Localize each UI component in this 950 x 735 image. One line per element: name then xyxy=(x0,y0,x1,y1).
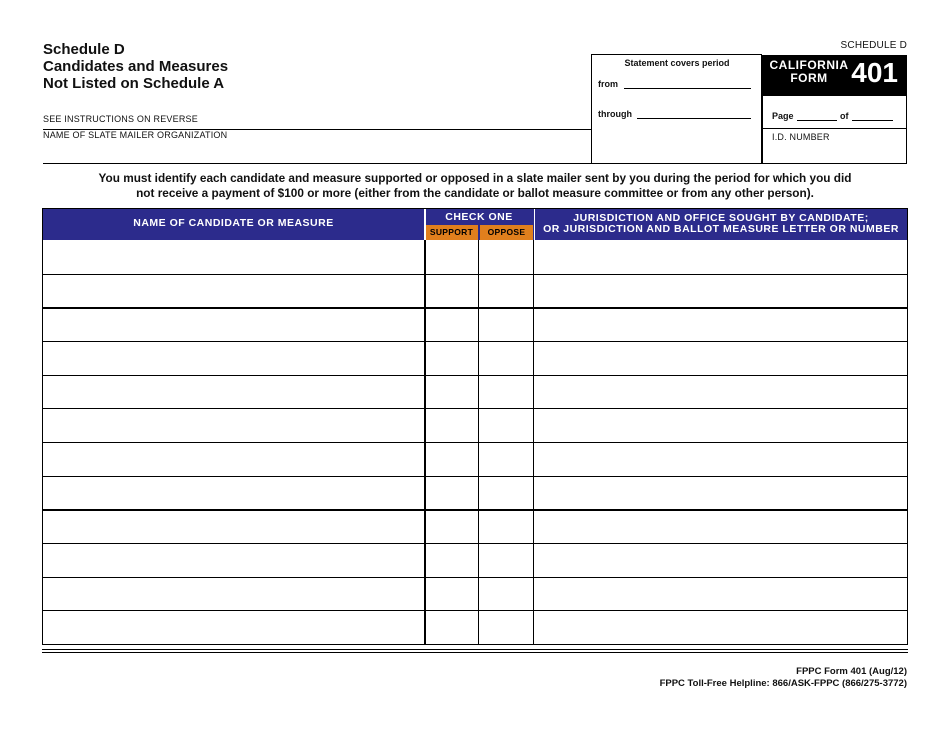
badge-line-1: CALIFORNIA xyxy=(769,58,849,72)
support-cell[interactable] xyxy=(426,511,478,543)
header-separator xyxy=(534,209,535,240)
support-cell[interactable] xyxy=(426,275,478,308)
oppose-cell[interactable] xyxy=(479,309,533,341)
table-row xyxy=(43,509,907,543)
oppose-cell[interactable] xyxy=(479,477,533,510)
period-from-row xyxy=(598,79,618,89)
support-cell[interactable] xyxy=(426,578,478,611)
badge-line-2: FORM xyxy=(790,71,828,85)
support-cell[interactable] xyxy=(426,409,478,442)
header-separator xyxy=(424,209,426,240)
footer-rule-2 xyxy=(42,652,908,653)
support-cell[interactable] xyxy=(426,376,478,409)
helpline: FPPC Toll-Free Helpline: 866/ASK-FPPC (866/275-3772) xyxy=(659,678,907,689)
form-title-line-1: Schedule D xyxy=(43,41,125,58)
jurisdiction-cell[interactable] xyxy=(534,275,907,308)
table-row xyxy=(43,610,907,644)
badge-text xyxy=(766,59,852,85)
schedule-label: SCHEDULE D xyxy=(840,40,907,51)
jurisdiction-cell[interactable] xyxy=(534,477,907,510)
name-cell[interactable] xyxy=(43,477,424,510)
jurisdiction-cell[interactable] xyxy=(534,342,907,375)
statement-period-title: Statement covers period xyxy=(624,58,730,68)
page-number-field[interactable] xyxy=(797,120,837,121)
form-title-line-3: Not Listed on Schedule A xyxy=(43,75,225,92)
name-cell[interactable] xyxy=(43,611,424,644)
oppose-cell[interactable] xyxy=(479,443,533,476)
table-row xyxy=(43,408,907,442)
jurisdiction-cell[interactable] xyxy=(534,240,907,274)
name-cell[interactable] xyxy=(43,376,424,409)
col-header-support: SUPPORT xyxy=(425,225,478,240)
jurisdiction-cell[interactable] xyxy=(534,409,907,442)
col-header-jurisdiction-line-1: JURISDICTION AND OFFICE SOUGHT BY CANDIDATE; xyxy=(573,212,869,224)
id-number-field[interactable] xyxy=(763,143,906,162)
name-cell[interactable] xyxy=(43,511,424,543)
oppose-cell[interactable] xyxy=(479,511,533,543)
support-cell[interactable] xyxy=(426,477,478,510)
of-label: of xyxy=(840,111,849,121)
name-cell[interactable] xyxy=(43,443,424,476)
form-title-line-2: Candidates and Measures xyxy=(43,58,229,75)
org-name-label: NAME OF SLATE MAILER ORGANIZATION xyxy=(43,130,228,140)
oppose-cell[interactable] xyxy=(479,240,533,274)
table-row xyxy=(43,543,907,577)
period-through-field[interactable] xyxy=(637,118,751,119)
jurisdiction-cell[interactable] xyxy=(534,511,907,543)
table-row xyxy=(43,341,907,375)
oppose-cell[interactable] xyxy=(479,376,533,409)
col-header-check-one: CHECK ONE xyxy=(445,211,513,223)
form-number: 401 xyxy=(851,57,898,88)
name-cell[interactable] xyxy=(43,409,424,442)
jurisdiction-cell[interactable] xyxy=(534,309,907,341)
table-header xyxy=(43,209,907,240)
column-divider-name xyxy=(424,240,426,644)
support-cell[interactable] xyxy=(426,544,478,577)
name-cell[interactable] xyxy=(43,578,424,611)
oppose-cell[interactable] xyxy=(479,611,533,644)
oppose-cell[interactable] xyxy=(479,544,533,577)
table-row xyxy=(43,375,907,409)
id-number-label: I.D. NUMBER xyxy=(772,132,830,142)
instructions-line-2: not receive a payment of $100 or more (either from the candidate or ballot measure committee or from any other person). xyxy=(136,186,814,200)
table-row xyxy=(43,240,907,274)
period-from-field[interactable] xyxy=(624,88,751,89)
period-through-label: through xyxy=(598,109,632,119)
name-cell[interactable] xyxy=(43,240,424,274)
col-header-name: NAME OF CANDIDATE OR MEASURE xyxy=(133,217,334,229)
name-cell[interactable] xyxy=(43,544,424,577)
column-divider-oppose xyxy=(533,240,534,644)
jurisdiction-cell[interactable] xyxy=(534,443,907,476)
period-through-row xyxy=(598,109,632,119)
footer-rule-1 xyxy=(42,649,908,650)
oppose-cell[interactable] xyxy=(479,342,533,375)
candidates-table xyxy=(42,208,908,645)
table-row xyxy=(43,577,907,611)
column-divider-support xyxy=(478,240,479,644)
org-name-field[interactable] xyxy=(43,142,591,162)
table-row xyxy=(43,307,907,341)
page-label: Page xyxy=(772,111,794,121)
support-cell[interactable] xyxy=(426,309,478,341)
california-form-badge xyxy=(762,55,907,96)
col-header-oppose: OPPOSE xyxy=(480,225,533,240)
oppose-cell[interactable] xyxy=(479,578,533,611)
instructions xyxy=(43,171,907,201)
jurisdiction-cell[interactable] xyxy=(534,544,907,577)
see-instructions-note: SEE INSTRUCTIONS ON REVERSE xyxy=(43,114,198,124)
col-header-jurisdiction xyxy=(535,213,907,235)
page-id-divider xyxy=(762,128,907,129)
period-from-label: from xyxy=(598,79,618,89)
name-cell[interactable] xyxy=(43,309,424,341)
form-version: FPPC Form 401 (Aug/12) xyxy=(796,666,907,677)
support-cell[interactable] xyxy=(426,240,478,274)
support-cell[interactable] xyxy=(426,443,478,476)
oppose-cell[interactable] xyxy=(479,409,533,442)
jurisdiction-cell[interactable] xyxy=(534,376,907,409)
table-row xyxy=(43,274,907,308)
oppose-cell[interactable] xyxy=(479,275,533,308)
support-cell[interactable] xyxy=(426,611,478,644)
table-row xyxy=(43,442,907,476)
jurisdiction-cell[interactable] xyxy=(534,578,907,611)
name-cell[interactable] xyxy=(43,342,424,375)
page-total-field[interactable] xyxy=(852,120,893,121)
col-header-jurisdiction-line-2: OR JURISDICTION AND BALLOT MEASURE LETTER OR NUMBER xyxy=(543,223,899,235)
jurisdiction-cell[interactable] xyxy=(534,611,907,644)
support-cell[interactable] xyxy=(426,342,478,375)
name-cell[interactable] xyxy=(43,275,424,308)
table-row xyxy=(43,476,907,510)
instructions-line-1: You must identify each candidate and measure supported or opposed in a slate mailer sent by you during the period for which you did xyxy=(98,171,852,185)
